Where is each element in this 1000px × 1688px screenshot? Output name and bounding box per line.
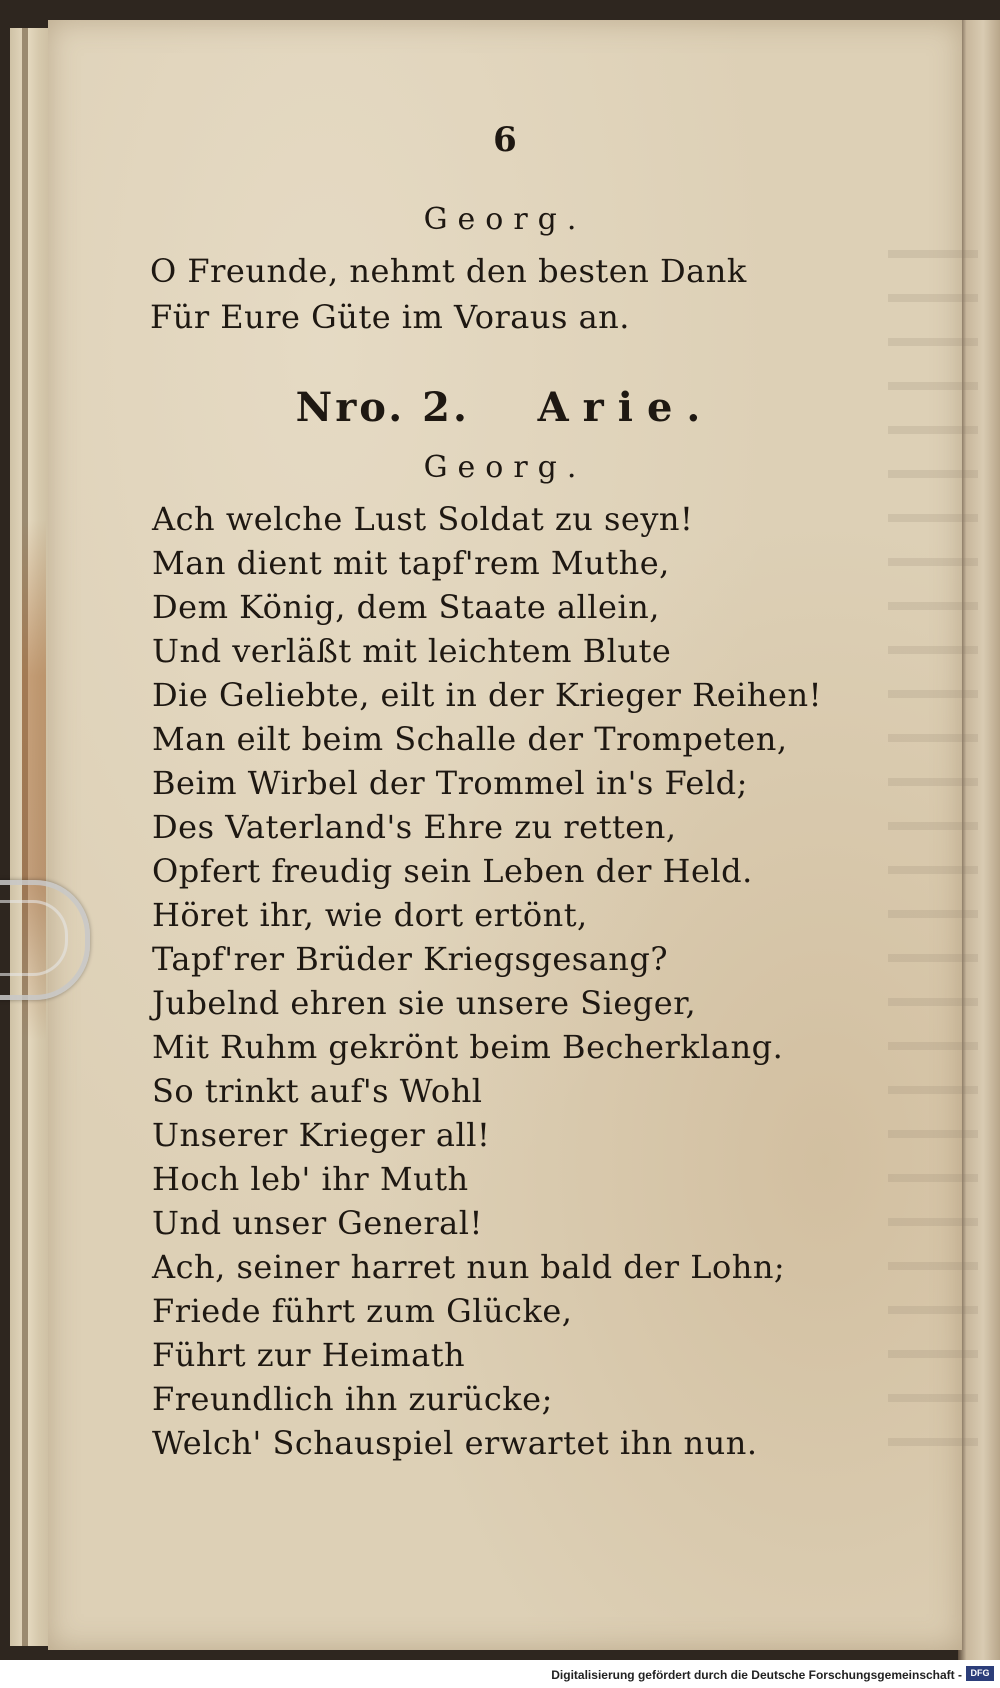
verse-line: Des Vaterland's Ehre zu retten, — [152, 808, 677, 846]
verse-line: Ach welche Lust Soldat zu seyn! — [152, 500, 694, 538]
verse-line: Ach, seiner harret nun bald der Lohn; — [152, 1248, 786, 1286]
dfg-logo: DFG — [966, 1666, 994, 1681]
verse-line: Dem König, dem Staate allein, — [152, 588, 660, 626]
verse-line: Für Eure Güte im Voraus an. — [150, 298, 630, 336]
verse-line: Jubelnd ehren sie unsere Sieger, — [152, 984, 697, 1022]
verse-line: Welch' Schauspiel erwartet ihn nun. — [152, 1424, 758, 1462]
page-number: 6 — [493, 120, 517, 160]
verse-line: O Freunde, nehmt den besten Dank — [150, 252, 747, 290]
verse-line: Die Geliebte, eilt in der Krieger Reihen! — [152, 676, 822, 714]
verse-line: Man dient mit tapf'rem Muthe, — [152, 544, 670, 582]
section-title: Arie. — [537, 384, 715, 431]
funding-credit: Digitalisierung gefördert durch die Deutsche Forschungsgemeinschaft - — [551, 1668, 962, 1682]
verse-line: Unserer Krieger all! — [152, 1116, 491, 1154]
verse-line: So trinkt auf's Wohl — [152, 1072, 483, 1110]
section-heading — [48, 384, 962, 431]
verse-line: Hoch leb' ihr Muth — [152, 1160, 469, 1198]
verse-line: Beim Wirbel der Trommel in's Feld; — [152, 764, 748, 802]
speaker-name: Georg. — [423, 450, 587, 485]
book-page — [48, 20, 962, 1650]
verse-line: Man eilt beim Schalle der Trompeten, — [152, 720, 788, 758]
verse-line: Und verläßt mit leichtem Blute — [152, 632, 672, 670]
paper-clip-inner — [0, 900, 68, 976]
verse-line: Friede führt zum Glücke, — [152, 1292, 573, 1330]
verse-line: Freundlich ihn zurücke; — [152, 1380, 553, 1418]
digitization-footer — [0, 1660, 1000, 1688]
verse-line: Mit Ruhm gekrönt beim Becherklang. — [152, 1028, 784, 1066]
verse-line: Opfert freudig sein Leben der Held. — [152, 852, 753, 890]
speaker-name: Georg. — [423, 202, 587, 237]
section-number: Nro. 2. — [295, 384, 470, 431]
verse-line: Höret ihr, wie dort ertönt, — [152, 896, 588, 934]
verse-line: Führt zur Heimath — [152, 1336, 466, 1374]
verse-line: Tapf'rer Brüder Kriegsgesang? — [152, 940, 669, 978]
verse-line: Und unser General! — [152, 1204, 483, 1242]
